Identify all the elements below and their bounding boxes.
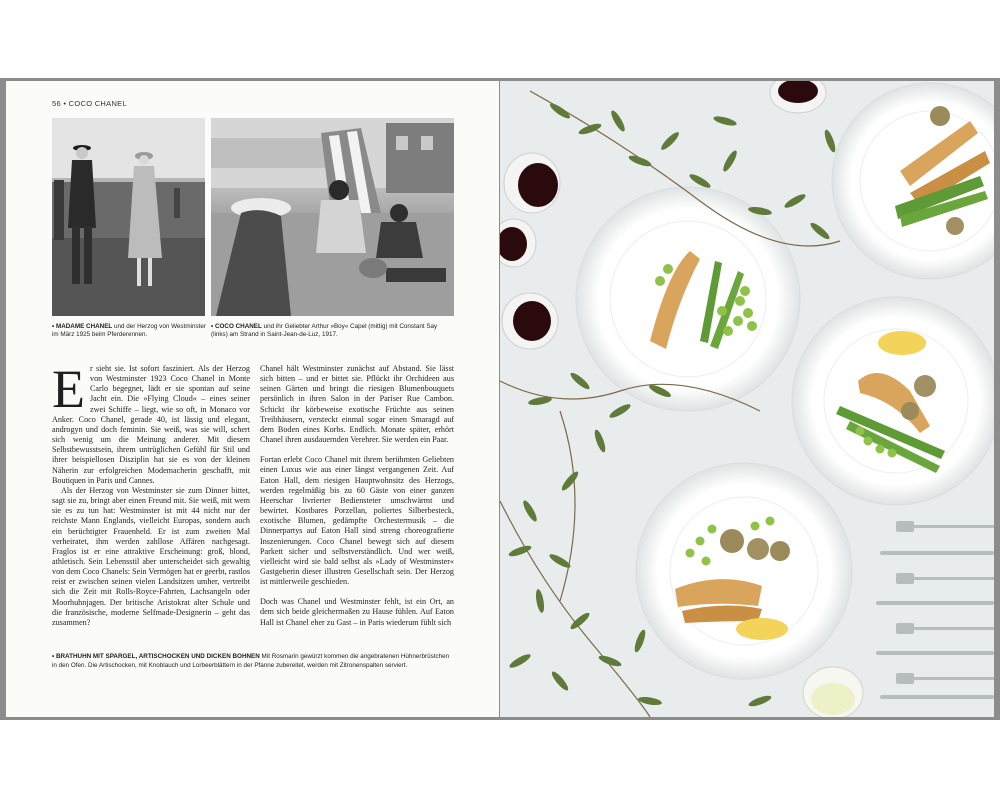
text-column-right [260, 364, 454, 628]
photo1-caption [52, 323, 210, 340]
photo-chanel-capel-beach [211, 118, 454, 316]
plate-icon [636, 463, 852, 679]
recipe-caption [52, 652, 454, 670]
paragraph-text: r sieht sie. Ist sofort fasziniert. Als der Herzog von Westminster 1923 Coco Chanel in Monte Carlo begegnet, lädt er sie spontan auf seine Jacht ein. Die »Flying Cloud« – eines seiner zwei Schiffe – liegt, wie so oft, in Monaco vor Anker. Coco Chanel, gerade 40, ist lässig und elegant, androgyn und doch feminin. Sie weiß, was sie will, schert sich wenig um die Meinung anderer. Mit diesem Selbstbewusstsein, ihrem untrüglichen Gefühl für Stil und ihrer beispiellosen Disziplin hat sie es von der kleinen Näherin zur erfolgreichen Modemacherin geschafft, mit Boutiquen in Paris und Cannes. [52, 364, 250, 485]
photo-chanel-westminster-races [52, 118, 205, 316]
recipe-caption-lead: • BRATHUHN MIT SPARGEL, ARTISCHOCKEN UND DICKEN BOHNEN [52, 653, 260, 660]
knife-icon [880, 695, 994, 699]
wine-glass-icon [502, 293, 558, 349]
wine-glass-icon [504, 153, 560, 213]
plate-icon [576, 187, 800, 411]
photo2-caption-text: und ihr Geliebter Arthur »Boy« Capel (mittig) mit Constant Say (links) am Strand in Saint-Jean-de-Luz, 1917. [211, 323, 438, 339]
paragraph: Doch was Chanel und Westminster fehlt, ist ein Ort, an dem sich beide gleichermaßen zu Hause fühlen. Auf Eaton Hall ist Chanel eher zu Gast – in Paris wiederum fühlt sich [260, 597, 454, 627]
food-photo-scene [500, 81, 994, 717]
knife-icon [876, 601, 994, 605]
book-spread [0, 78, 1000, 720]
left-page [6, 81, 499, 717]
drop-cap: E [52, 359, 85, 419]
glass-icon [803, 667, 863, 717]
bw-photo-figures [52, 118, 205, 316]
paragraph [52, 359, 250, 486]
recipe-caption-text: Mit Rosmarin gewürzt kommen die angebratenen Hühnerbrüstchen in den Ofen. Die Artischocken, mit Knoblauch und Lorbeerblättern in der Pfanne zubereitet, werden mit Zitronenspalten serviert. [52, 653, 450, 669]
paragraph: Fortan erlebt Coco Chanel mit ihrem berühmten Geliebten einen Luxus wie aus einer längst vergangenen Zeit. Auf Eaton Hall, dem riesigen Hauptwohnsitz des Herzogs, werden regelmäßig bis zu 60 Gäste von einer ganzen Heerschar livrierter Bediensteter umschwärmt und bewirtet. Kostbares Porzellan, poliertes Silberbesteck, exotische Blumen, gedämpfte Orchestermusik – die Dinnerpartys auf Eaton Hall sind streng choreografierte Inszenierungen. Coco Chanel bewegt sich auf diesem Parkett sicher und selbstverständlich. Und wer weiß, vielleicht wird sie bald selbst als »Lady of Westminster« Gastgeberin dieser illustren Gesellschaft sein. Der Herzog ist mittlerweile geschieden. [260, 455, 454, 587]
bw-photo-beach [211, 118, 454, 316]
paragraph: Als der Herzog von Westminster sie zum Dinner bittet, sagt sie zu, bringt aber einen Freund mit. Sie weiß, mit wem sie es zu tun hat: Westminster ist mit 44 nicht nur der reichste Mann Englands, vielleicht Europas, sondern auch ein berüchtigter Frauenheld. Er ist zum zweiten Mal verheiratet, ihm werden zahllose Affären nachgesagt. Fraglos ist er eine attraktive Erscheinung: groß, blond, athletisch. Sein Lebensstil aber unterscheidet sich gewaltig von dem Coco Chanels: Sein Vermögen hat er geerbt, rastlos reist er zwischen seinen vielen Landsitzen umher, vertreibt sich die Zeit mit Rolls-Royce-Fahrten, Lachsangeln oder Moorhuhnjagen. Der britische Aristokrat alter Schule und die französische, moderne Selfmade-Designerin – geht das zusammen? [52, 485, 250, 627]
photo2-caption-lead: • COCO CHANEL [211, 323, 262, 330]
right-page-food-photo [500, 81, 994, 717]
photo2-caption [211, 323, 454, 340]
photo1-caption-text: und der Herzog von Westminster im März 1925 beim Pferderennen. [52, 323, 206, 339]
knife-icon [880, 551, 994, 555]
text-column-left [52, 359, 250, 628]
knife-icon [876, 651, 994, 655]
photo1-caption-lead: • MADAME CHANEL [52, 323, 113, 330]
plate-icon [792, 297, 994, 505]
paragraph: Chanel hält Westminster zunächst auf Abstand. Sie lässt sich bitten – und er bittet sie. Pflückt ihr Orchideen aus seinen Gärten und bringt die riesigen Blumenbouquets persönlich in ihren Salon in der Pariser Rue Cambon. Schickt ihr körbeweise exotische Früchte aus seinen Treibhäusern, versteckt einmal sogar einen Smaragd auf dem Boden eines Korbs. Endlich. Monate später, erhört Chanel ihren ausdauernden Verehrer. Sie werden ein Paar. [260, 364, 454, 445]
running-head: 56 • COCO CHANEL [52, 99, 127, 108]
